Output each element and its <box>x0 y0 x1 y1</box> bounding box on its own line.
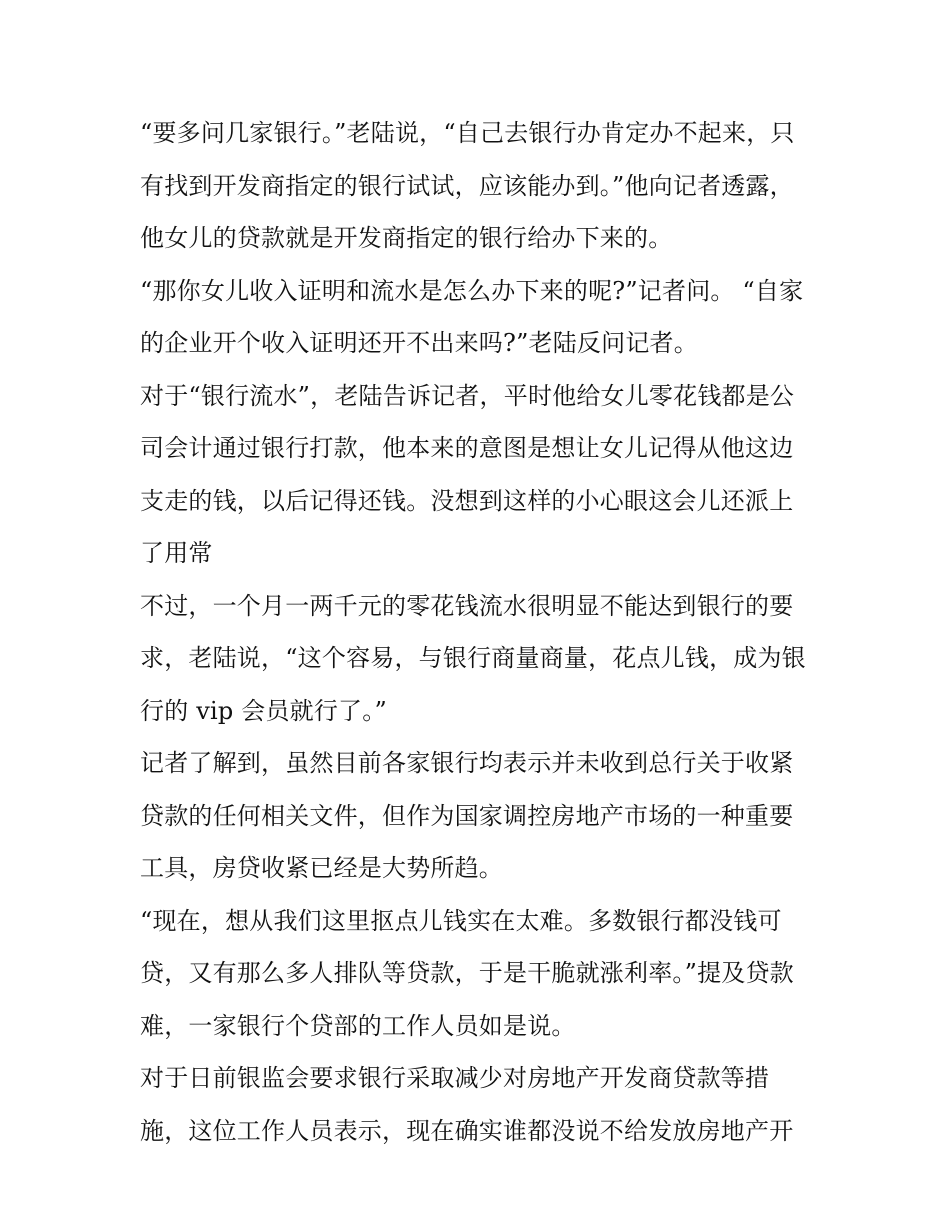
paragraph-5: 记者了解到，虽然目前各家银行均表示并未收到总行关于收紧贷款的任何相关文件，但作为国家调控房地产市场的一种重要工具，房贷收紧已经是大势所趋。 <box>140 749 794 882</box>
paragraph-6: “现在，想从我们这里抠点儿钱实在太难。多数银行都没钱可贷，又有那么多人排队等贷款，于是干脆就涨利率。”提及贷款难，一家银行个贷部的工作人员如是说。 <box>140 906 794 1040</box>
paragraph-3: 对于“银行流水”，老陆告诉记者，平时他给女儿零花钱都是公司会计通过银行打款，他本来的意图是想让女儿记得从他这边支走的钱，以后记得还钱。没想到这样的小心眼这会儿还派上了用常 <box>140 381 795 567</box>
paragraph-2: “那你女儿收入证明和流水是怎么办下来的呢?”记者问。 “自家的企业开个收入证明还开不出来吗?”老陆反问记者。 <box>140 276 804 357</box>
document-body <box>140 107 816 1157</box>
paragraph-1: “要多问几家银行。”老陆说，“自己去银行办肯定办不起来，只有找到开发商指定的银行试试，应该能办到。”他向记者透露，他女儿的贷款就是开发商指定的银行给办下来的。 <box>140 119 795 252</box>
paragraph-4: 不过，一个月一两千元的零花钱流水很明显不能达到银行的要求，老陆说，“这个容易，与银行商量商量，花点儿钱，成为银行的 vip 会员就行了。” <box>140 591 806 725</box>
paragraph-7: 对于日前银监会要求银行采取减少对房地产开发商贷款等措施，这位工作人员表示，现在确实谁都没说不给发放房地产开 <box>140 1064 794 1145</box>
